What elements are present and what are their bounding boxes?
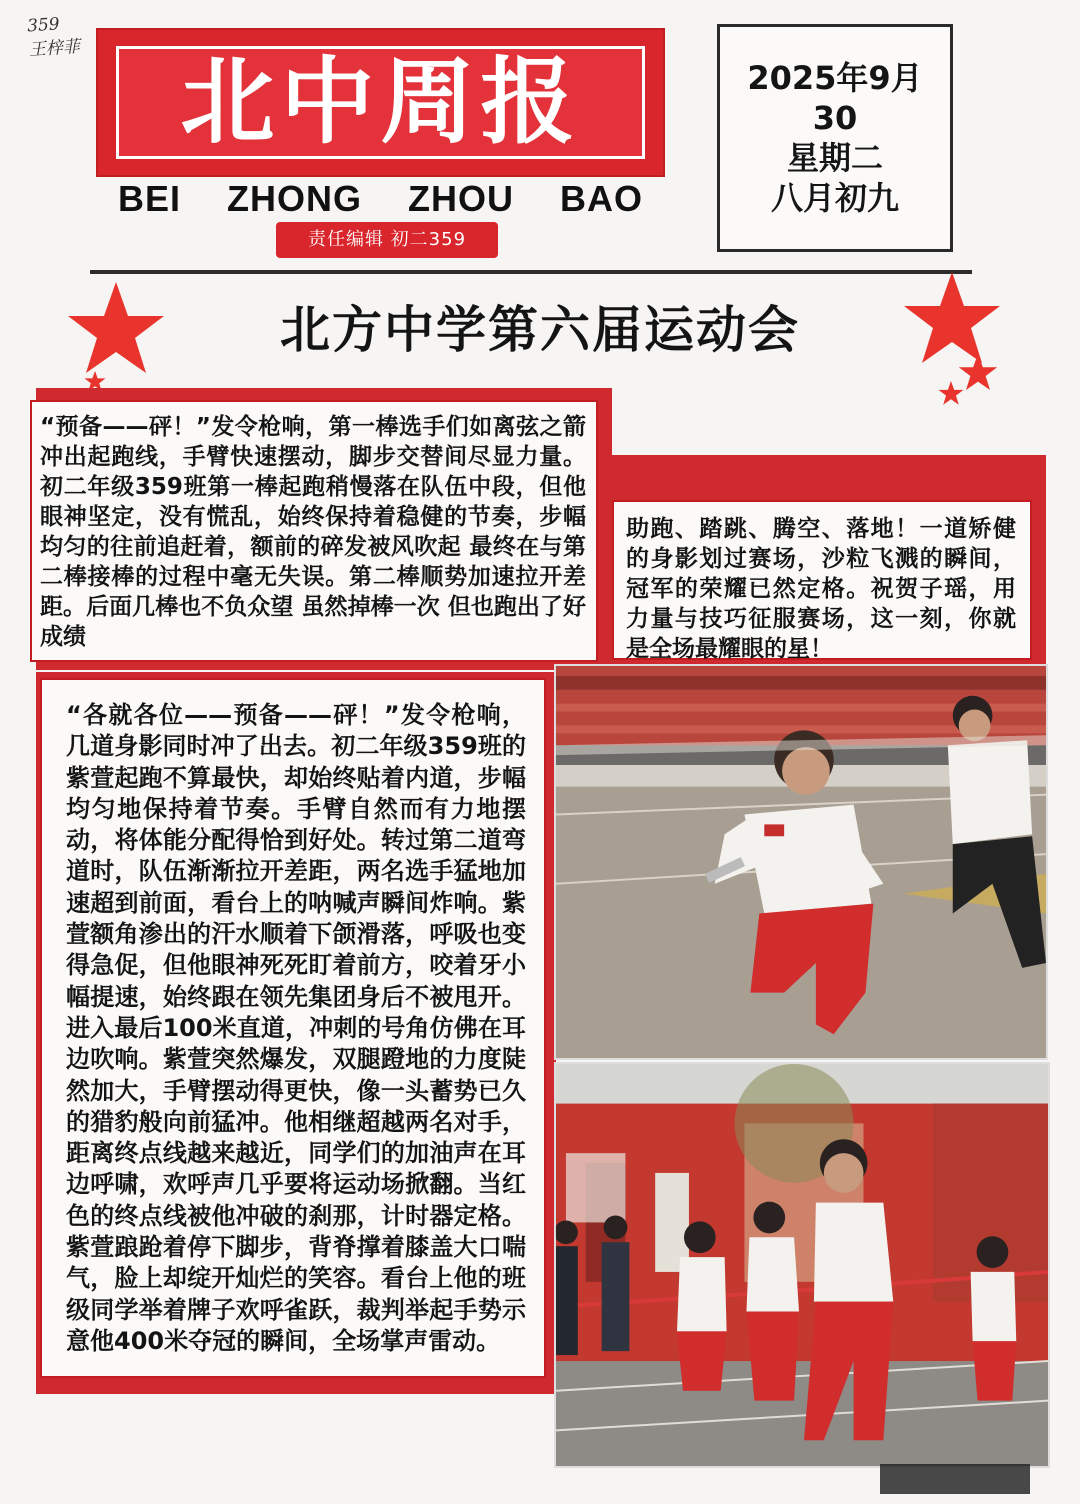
header-divider (90, 270, 972, 274)
date-lunar: 八月初九 (770, 179, 899, 217)
pinyin-word: BAO (559, 178, 643, 219)
masthead-title: 北中周报 (180, 47, 581, 157)
handwritten-name: 王梓菲 (28, 36, 81, 61)
relay-photo (554, 664, 1048, 1060)
date-box (717, 24, 953, 252)
watermark (880, 1464, 1030, 1494)
pinyin-word: ZHONG (227, 178, 362, 219)
run-400-article (40, 678, 546, 1378)
finish-line-photo (554, 1062, 1050, 1468)
masthead-pinyin (118, 178, 643, 220)
handwritten-note (26, 10, 99, 63)
long-jump-article (612, 500, 1032, 660)
pinyin-word: BEI (118, 178, 182, 219)
date-weekday: 星期二 (786, 139, 883, 177)
relay-article-text: “预备——砰！”发令枪响，第一棒选手们如离弦之箭冲出起跑线，手臂快速摆动，脚步交替间尽显力量。初二年级359班第一棒起跑稍慢落在队伍中段，但他眼神坚定，没有慌乱，始终保持着稳健的节奏，步幅均匀的往前追赶着，额前的碎发被风吹起 最终在与第二棒接棒的过程中毫无失误。第二棒顺势加速拉开差距。后面几棒也不负众望 虽然掉棒一次 但也跑出了好成绩 (40, 414, 586, 650)
date-day: 30 (812, 99, 858, 137)
masthead (98, 30, 663, 175)
headline: 北方中学第六届运动会 (280, 301, 800, 359)
star-icon (938, 380, 964, 406)
handwritten-class: 359 (26, 14, 61, 37)
star-icon (66, 278, 166, 378)
masthead-frame (116, 46, 645, 159)
long-jump-article-text: 助跑、踏跳、腾空、落地！一道矫健的身影划过赛场，沙粒飞溅的瞬间，冠军的荣耀已然定格。祝贺子瑶，用力量与技巧征服赛场，这一刻，你就是全场最耀眼的星！ (626, 516, 1016, 662)
run-400-article-text: “各就各位——预备——砰！”发令枪响，几道身影同时冲了出去。初二年级359班的紫萱起跑不算最快，却始终贴着内道，步幅均匀地保持着节奏。手臂自然而有力地摆动，将体能分配得恰到好处。转过第二道弯道时，队伍渐渐拉开差距，两名选手猛地加速超到前面，看台上的呐喊声瞬间炸响。紫萱额角渗出的汗水顺着下颌滑落，呼吸也变得急促，但他眼神死死盯着前方，咬着牙小幅提速，始终跟在领先集团身后不被甩开。进入最后100米直道，冲刺的号角仿佛在耳边吹响。紫萱突然爆发，双腿蹬地的力度陡然加大，手臂摆动得更快，像一头蓄势已久的猎豹般向前猛冲。他相继超越两名对手，距离终点线越来越近，同学们的加油声在耳边呼啸，欢呼声几乎要将运动场掀翻。当红色的终点线被他冲破的刹那，计时器定格。紫萱踉跄着停下脚步，背脊撑着膝盖大口喘气，脸上却绽开灿烂的笑容。看台上他的班级同学举着牌子欢呼雀跃，裁判举起手势示意他400米夺冠的瞬间，全场掌声雷动。 (66, 701, 526, 1355)
star-icon (958, 352, 998, 392)
relay-article (30, 400, 598, 662)
date-year-month: 2025年9月 (747, 59, 923, 97)
editor-badge: 责任编辑 初二359 (276, 222, 498, 258)
pinyin-word: ZHOU (407, 178, 514, 219)
